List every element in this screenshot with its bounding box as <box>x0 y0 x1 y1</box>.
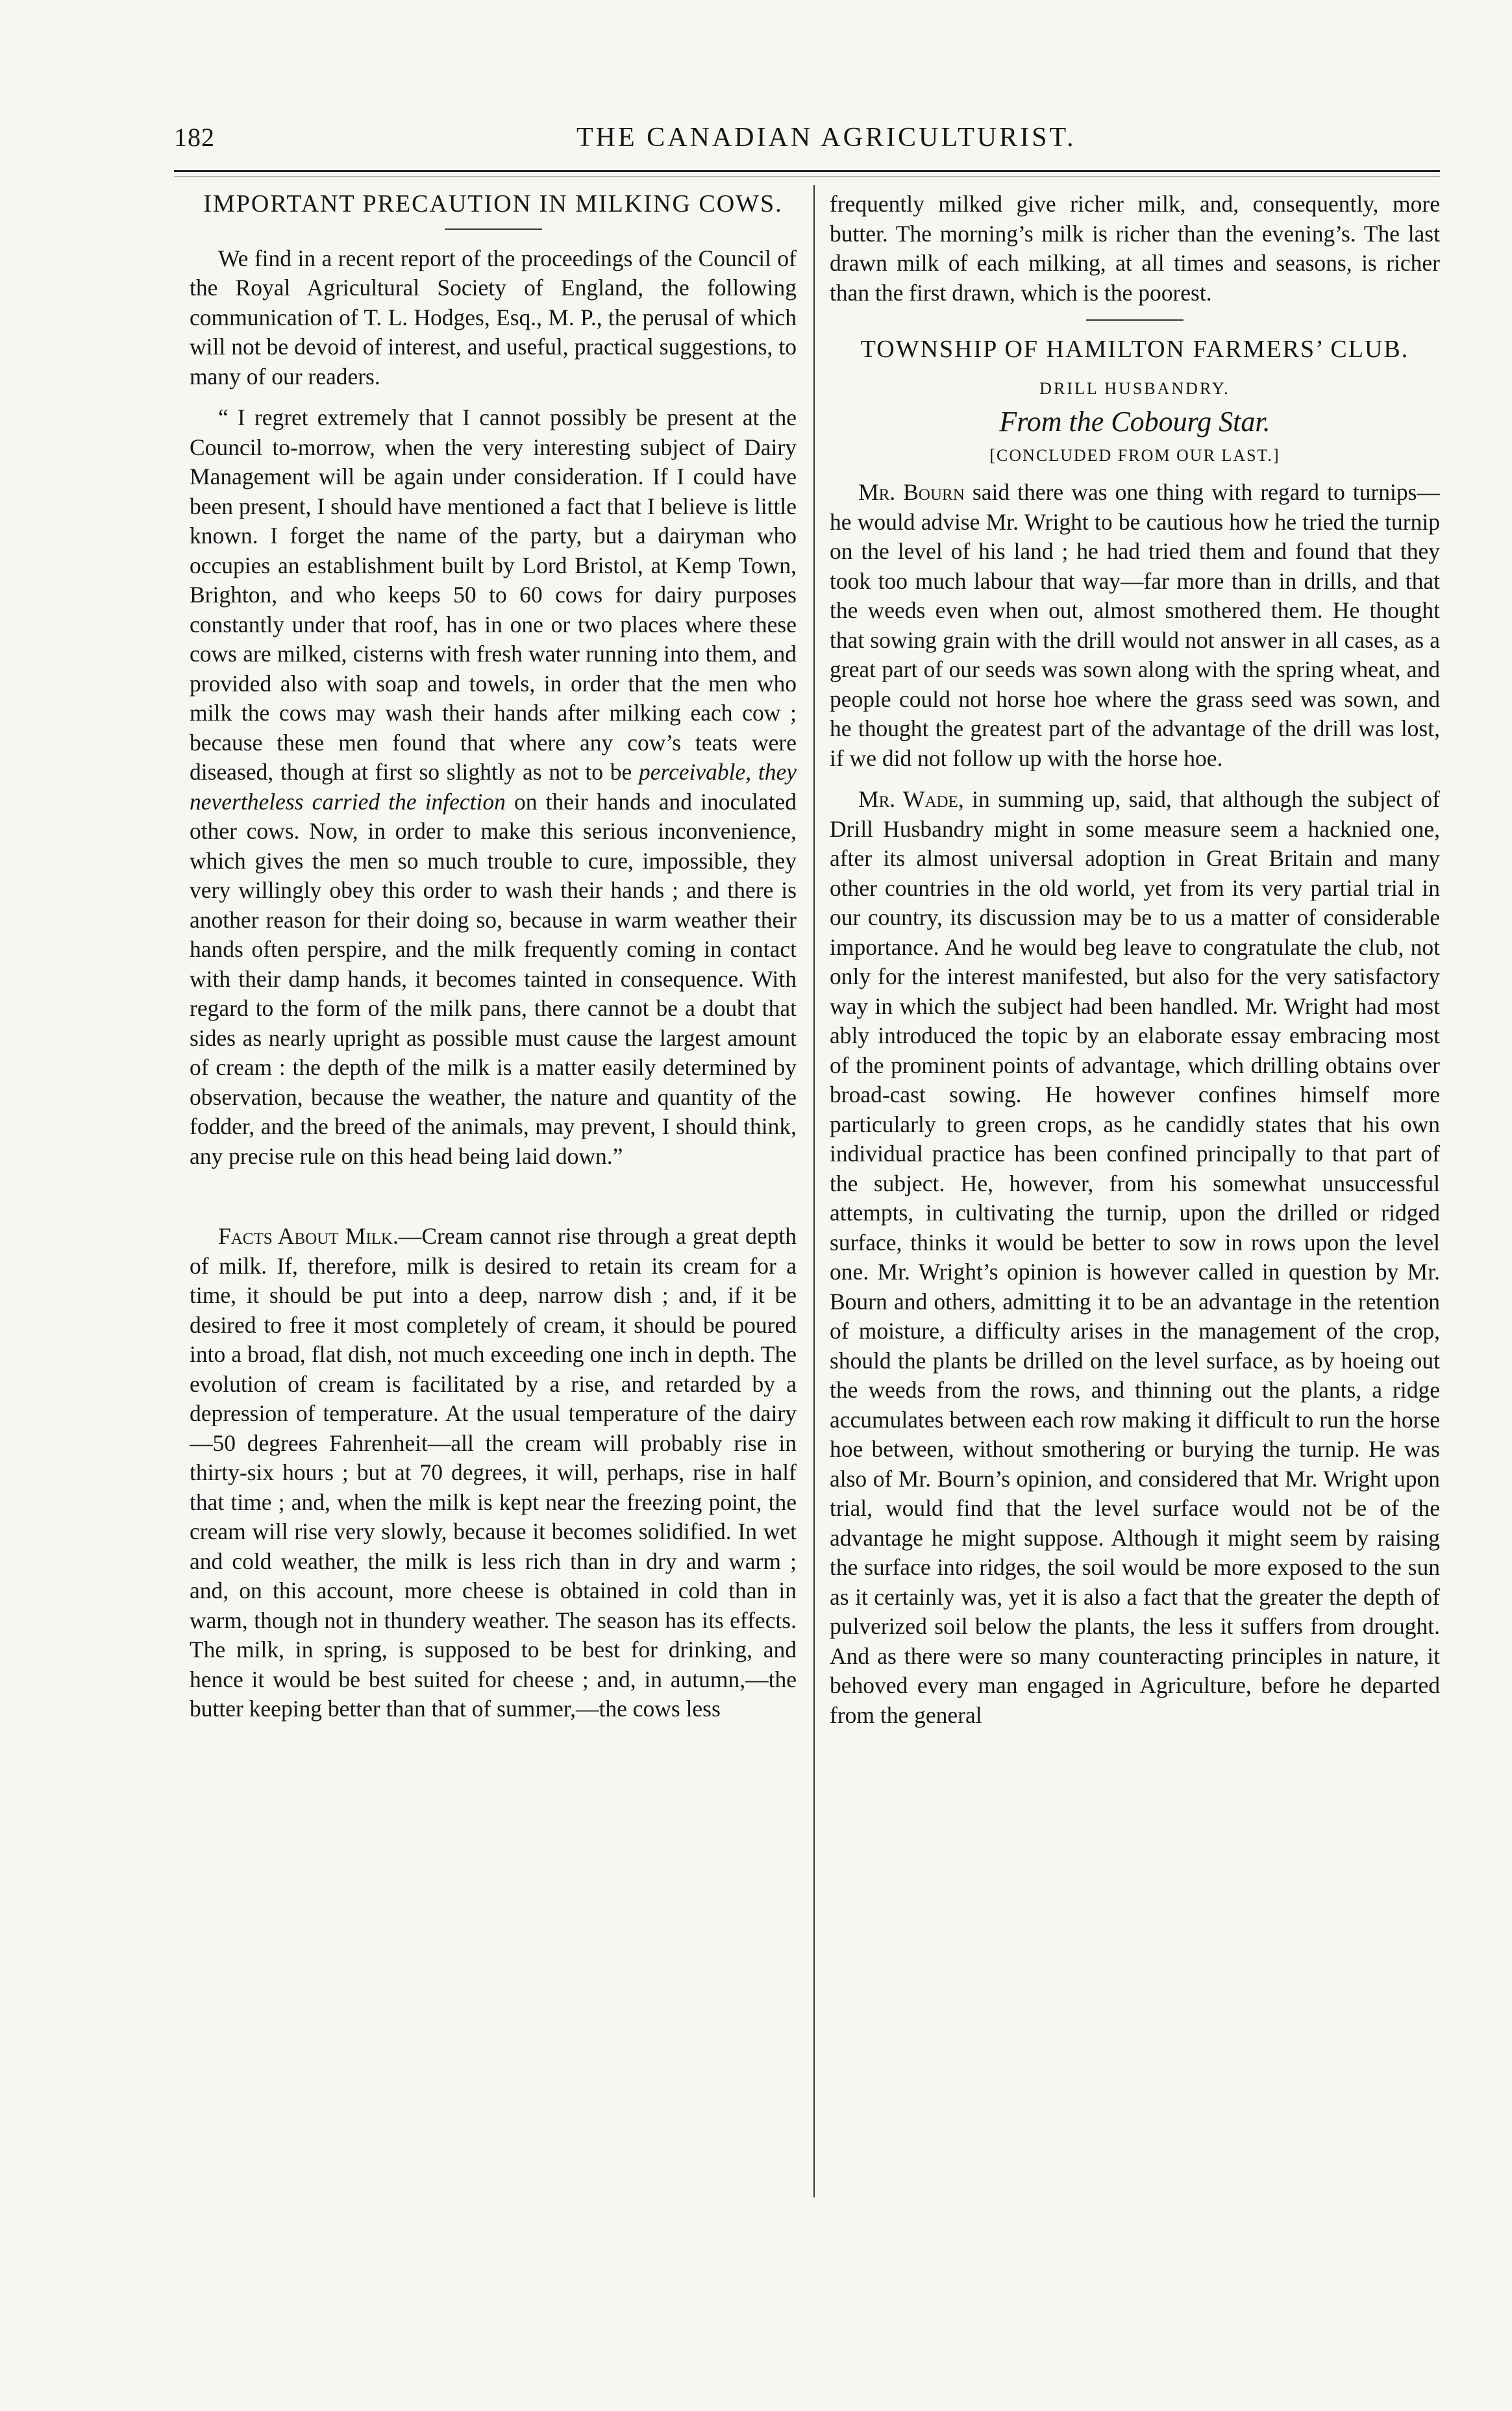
continuation-paragraph: frequently milked give richer milk, and, consequently, more butter. The morning’s milk is richer than the evening’s. The last drawn milk of each milking, at all times and seasons, is richer than the first drawn, which is the poorest. <box>830 191 1440 306</box>
bourn-text: said there was one thing with regard to turnips—he would advise Mr. Wright to be cautious how he tried the turnip on the level of his land ; he had tried them and found that they took too much labour that way—far more than in drills, and that the weeds even when out, almost smothered them. He thought that sowing grain with the drill would not answer in all cases, as a great part of our seeds was sown along with the spring wheat, and people could not horse hoe where the grass seed was sown, and he thought the greatest part of the advantage of the drill was lost, if we did not follow up with the horse hoe. <box>830 479 1440 771</box>
right-column <box>830 190 1440 2189</box>
letter-text-b: on their hands and inoculated other cows. Now, in order to make this serious inconvenience, which gives the men so much trouble to cure, impossible, they very willingly obey this order to wash their hands ; and there is another reason for their doing so, because in warm weather their hands often perspire, and the milk frequently coming in contact with their damp hands, it becomes tainted in consequence. With regard to the form of the milk pans, there cannot be a doubt that sides as nearly upright as possible must cause the largest amount of cream : the depth of the milk is a matter easily determined by observation, because the weather, the nature and quantity of the fodder, and the breed of the animals, may prevent, I should think, any precise rule on this head being laid down.” <box>190 788 797 1169</box>
section-rule <box>1086 319 1184 321</box>
facts-heading: Facts About Milk. <box>218 1223 399 1249</box>
title-rule <box>445 229 542 230</box>
subheading-drill: DRILL HUSBANDRY. <box>1039 378 1230 398</box>
source-line <box>830 407 1440 437</box>
letter-text-italic: perceivable, they nevertheless carried the infection <box>190 759 797 815</box>
article-title-farmers-club: TOWNSHIP OF HAMILTON FARMERS’ CLUB. <box>860 336 1409 363</box>
concluded-note: [CONCLUDED FROM OUR LAST.] <box>989 445 1280 465</box>
source-name: Cobourg Star. <box>1111 406 1270 438</box>
left-column <box>190 190 797 2189</box>
running-title: THE CANADIAN AGRICULTURIST. <box>576 123 1076 153</box>
wade-text: , in summing up, said, that although the subject of Drill Husbandry might in some measure seem a hacknied one, after its almost universal adoption in Great Britain and many other countries in the old world, yet from its very partial trial in our country, its discussion may be to us a matter of considerable importance. And he would beg leave to congratulate the club, not only for the interest manifested, but also for the very satisfactory way in which the subject had been handled. Mr. Wright had most ably introduced the topic by an elaborate essay embracing most of the prominent points of advantage, which drilling obtains over broad-cast sowing. He however confines himself more particularly to green crops, as he candidly states that his own individual practice has been confined principally to that part of the subject. He, however, from his somewhat unsuccessful attempts, in cultivating the turnip, upon the drilled or ridged surface, thinks it would be better to sow in rows upon the level one. Mr. Wright’s opinion is however called in question by Mr. Bourn and others, admitting it to be an advantage in the retention of moisture, a difficulty arises in the management of the crop, should the plants be drilled on the level surface, as by hoeing out the weeds from the rows, and thinning out the plants, a ridge accumulates between each row making it difficult to run the horse hoe between, without smothering or burying the turnip. He was also of Mr. Bourn’s opinion, and considered that Mr. Wright upon trial, would find that the level surface would not be of the advantage he might suppose. Although it might seem by raising the surface into ridges, the soil would be more exposed to the sun as it certainly was, yet it is also a fact that the greater the depth of pulverized soil below the plants, the less it suffers from drought. And as there were so many counteracting principles in nature, it behoved every man engaged in Agriculture, before he departed from the general <box>830 786 1440 1728</box>
facts-paragraph <box>190 1222 797 1724</box>
column-divider <box>813 185 815 2197</box>
facts-body: —Cream cannot rise through a great depth of milk. If, therefore, milk is desired to retain its cream for a time, it should be put into a deep, narrow dish ; and, if it be desired to free it most completely of cream, it should be poured into a broad, flat dish, not much exceeding one inch in depth. The evolution of cream is facilitated by a rise, and retarded by a depression of temperature. At the usual temperature of the dairy—50 degrees Fahrenheit—all the cream will probably rise in thirty-six hours ; but at 70 degrees, it will, perhaps, rise in half that time ; and, when the milk is kept near the freezing point, the cream will rise very slowly, because it becomes solidified. In wet and cold weather, the milk is less rich than in dry and warm ; and, on this account, more cheese is obtained in cold than in warm, though not in thundery weather. The season has its effects. The milk, in spring, is supposed to be best for drinking, and hence it would be best suited for cheese ; and, in autumn,—the butter keeping better than that of summer,—the cows less <box>190 1223 797 1722</box>
source-prefix: From the <box>999 406 1111 438</box>
wade-paragraph <box>830 785 1440 1730</box>
speaker-wade: Mr. Wade <box>858 786 958 812</box>
header-rule <box>174 170 1440 172</box>
speaker-bourn: Mr. Bourn <box>858 479 965 505</box>
page-header <box>174 122 1440 162</box>
section-spacer <box>190 1183 797 1222</box>
intro-paragraph: We find in a recent report of the proceedings of the Council of the Royal Agricultural Society of England, the following communication of T. L. Hodges, Esq., M. P., the perusal of which will not be devoid of interest, and useful, practical suggestions, to many of our readers. <box>190 245 797 389</box>
page-number: 182 <box>174 123 215 152</box>
bourn-paragraph <box>830 478 1440 773</box>
article-title-milking: IMPORTANT PRECAUTION IN MILKING COWS. <box>203 190 783 217</box>
letter-paragraph <box>190 403 797 1171</box>
letter-text-a: “ I regret extremely that I cannot possibly be present at the Council to-morrow, when the very interesting subject of Dairy Management will be again under consideration. If I could have been present, I should have mentioned a fact that I believe is little known. I forget the name of the party, but a dairyman who occupies an establishment built by Lord Bristol, at Kemp Town, Brighton, and who keeps 50 to 60 cows for dairy purposes constantly under that roof, has in one or two places where these cows are milked, cisterns with fresh water running into them, and provided also with soap and towels, in order that the men who milk the cows may wash their hands after milking each cow ; because these men found that where any cow’s teats were diseased, though at first so slightly as not to be <box>190 404 797 785</box>
